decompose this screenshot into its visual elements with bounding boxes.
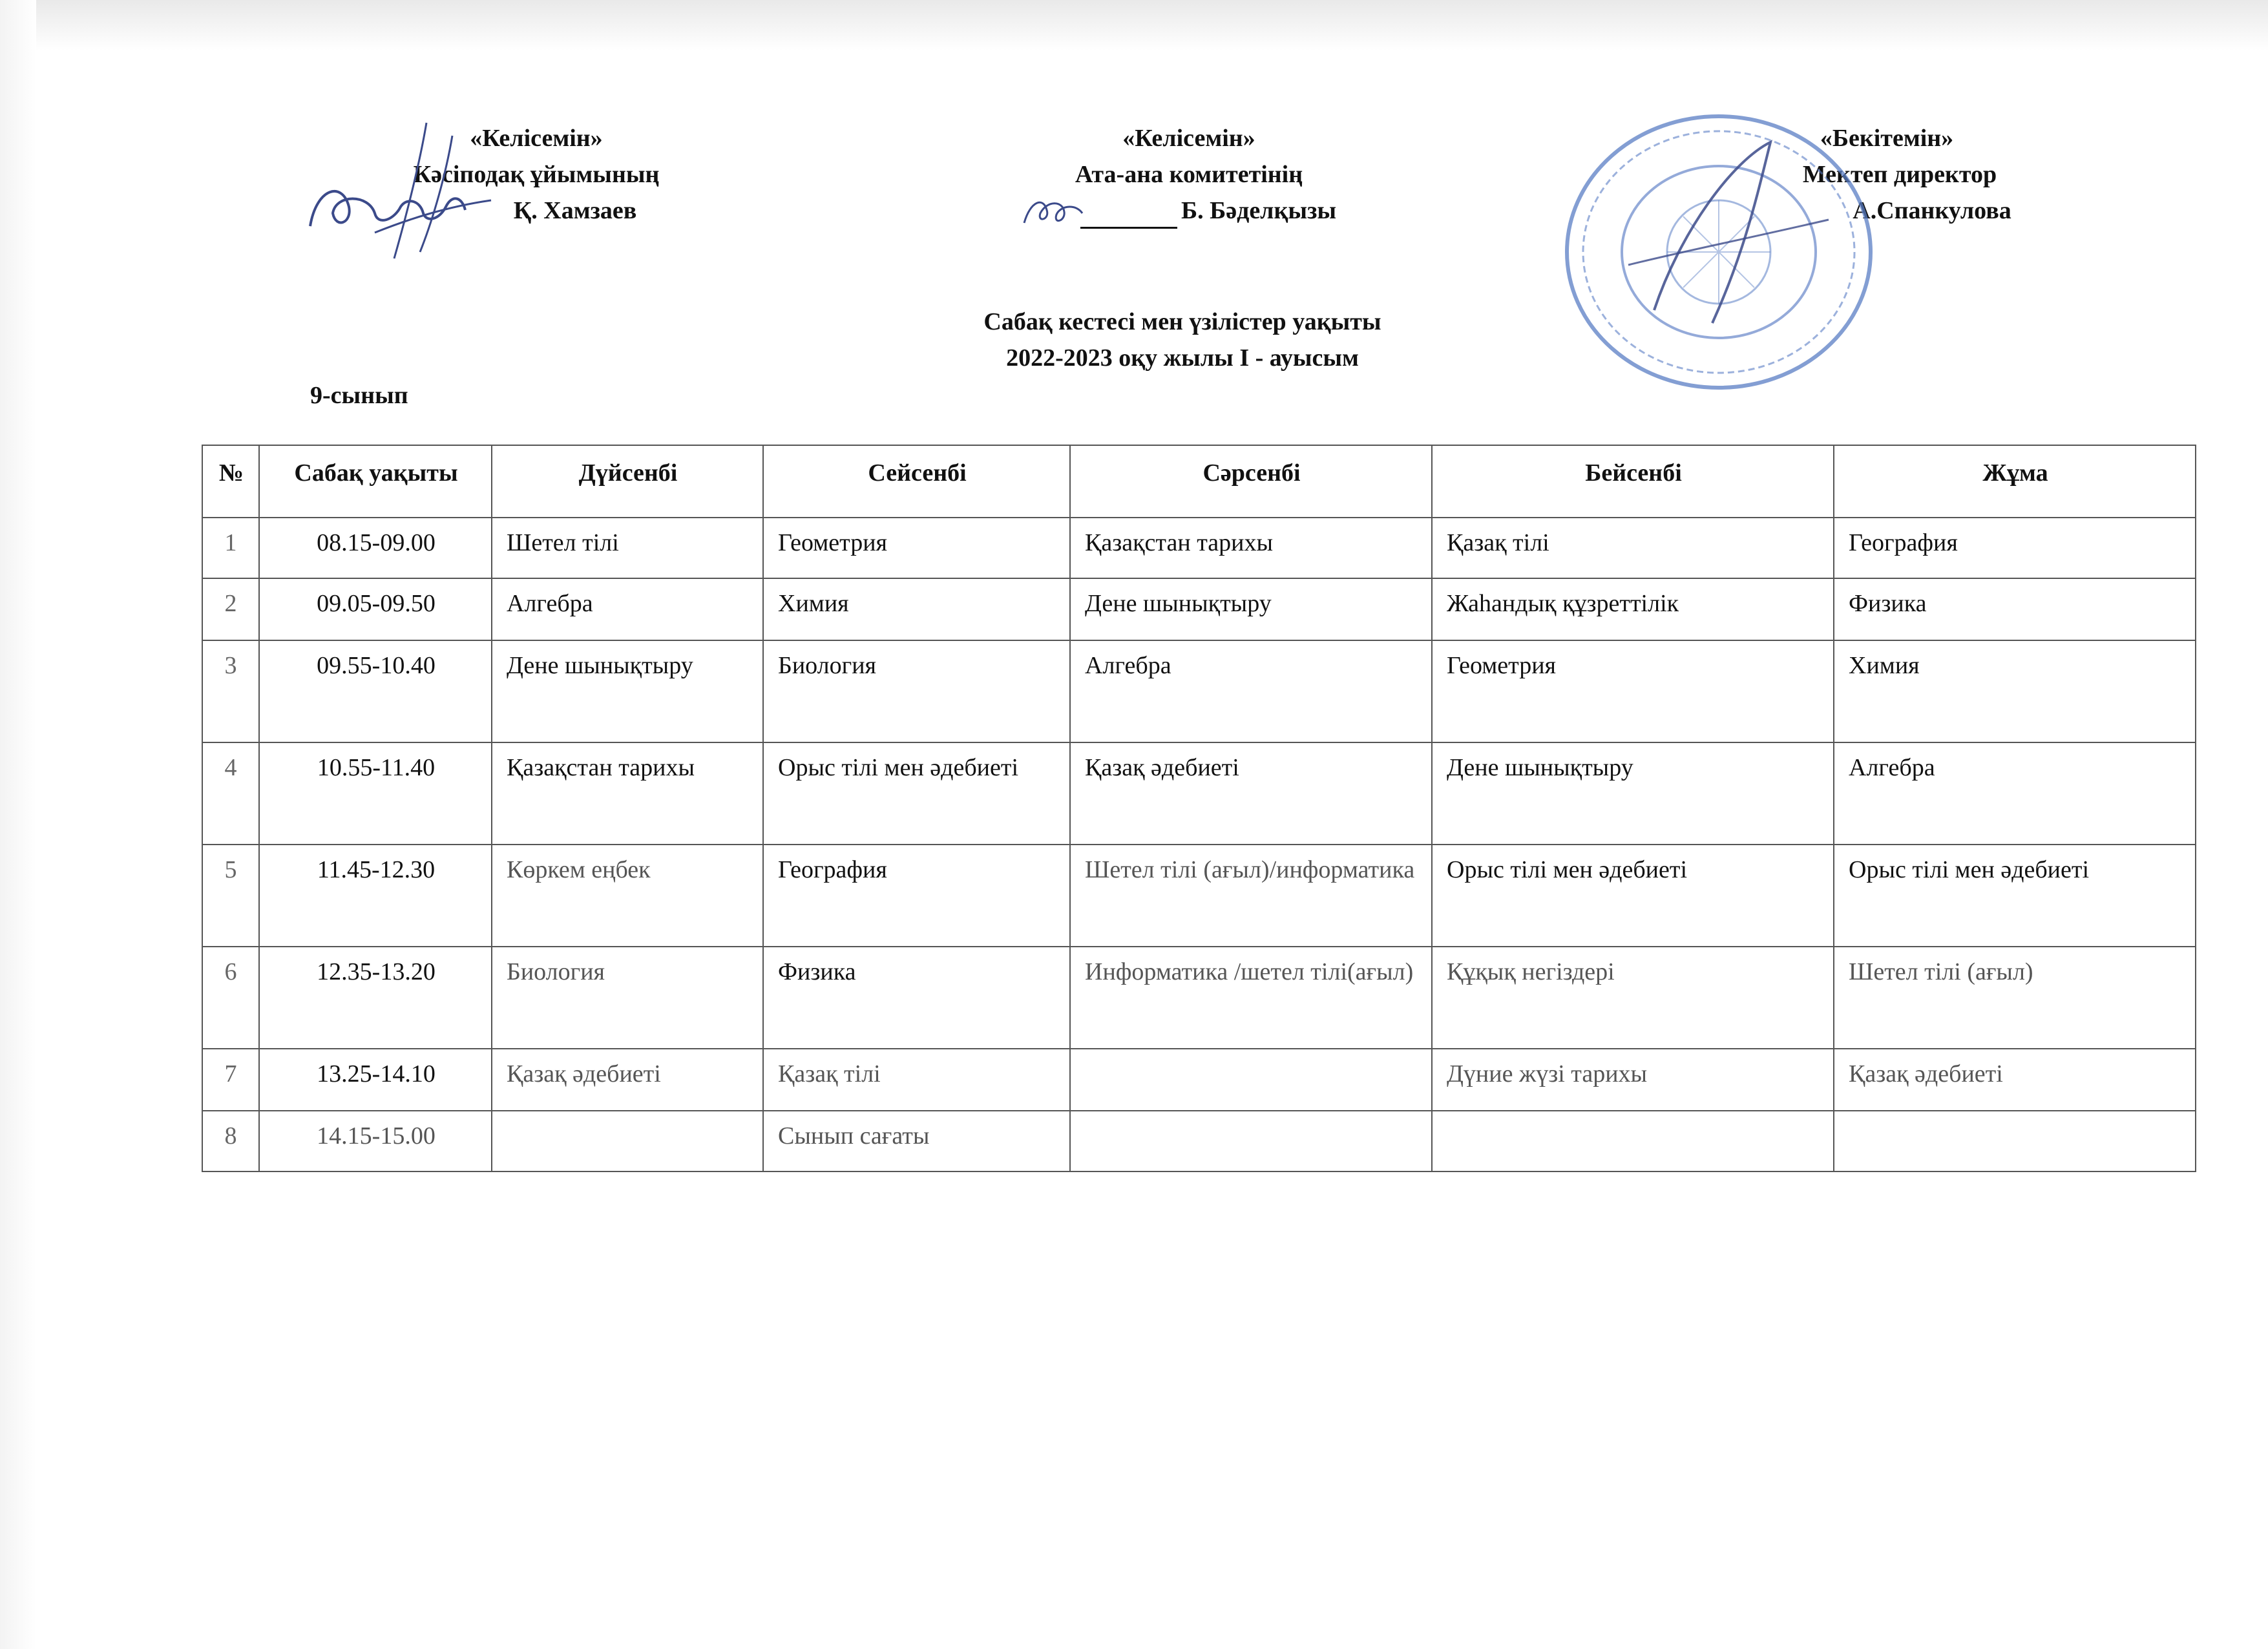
approval-role: Мектеп директор — [1802, 161, 1997, 188]
row-number: 8 — [202, 1111, 259, 1171]
lesson-time: 12.35-13.20 — [259, 947, 492, 1049]
cell-thursday: Геометрия — [1432, 640, 1834, 742]
cell-thursday: Дене шынықтыру — [1432, 742, 1834, 845]
cell-friday: Шетел тілі (ағыл) — [1834, 947, 2196, 1049]
lesson-time: 14.15-15.00 — [259, 1111, 492, 1171]
row-number: 2 — [202, 578, 259, 640]
cell-monday: Қазақ әдебиеті — [492, 1049, 763, 1111]
signature-left — [297, 110, 504, 265]
cell-friday: Химия — [1834, 640, 2196, 742]
cell-friday: География — [1834, 518, 2196, 578]
lesson-time: 10.55-11.40 — [259, 742, 492, 845]
approval-name: Б. Бәделқызы — [989, 193, 1389, 229]
table-row — [202, 1111, 2196, 1171]
scan-top-edge — [0, 0, 2268, 50]
signature-middle — [1018, 194, 1095, 233]
row-number: 1 — [202, 518, 259, 578]
cell-tuesday: Орыс тілі мен әдебиеті — [763, 742, 1070, 845]
approval-heading: «Келісемін» — [1122, 125, 1255, 152]
cell-wednesday: Қазақ әдебиеті — [1070, 742, 1432, 845]
cell-tuesday: Химия — [763, 578, 1070, 640]
table-row — [202, 1049, 2196, 1111]
approval-role: Ата-ана комитетінің — [1075, 161, 1303, 188]
table-row — [202, 742, 2196, 845]
cell-tuesday: Сынып сағаты — [763, 1111, 1070, 1171]
lesson-time: 11.45-12.30 — [259, 845, 492, 947]
row-number: 5 — [202, 845, 259, 947]
row-number: 3 — [202, 640, 259, 742]
cell-friday — [1834, 1111, 2196, 1171]
cell-monday: Биология — [492, 947, 763, 1049]
cell-monday: Дене шынықтыру — [492, 640, 763, 742]
lesson-time: 08.15-09.00 — [259, 518, 492, 578]
header-tuesday: Сейсенбі — [763, 445, 1070, 518]
cell-tuesday: Биология — [763, 640, 1070, 742]
title-line-2: 2022-2023 оқу жылы І - ауысым — [1006, 344, 1359, 372]
cell-thursday: Қазақ тілі — [1432, 518, 1834, 578]
row-number: 6 — [202, 947, 259, 1049]
approval-heading: «Бекітемін» — [1820, 125, 1954, 152]
table-row — [202, 640, 2196, 742]
cell-thursday — [1432, 1111, 1834, 1171]
cell-friday: Алгебра — [1834, 742, 2196, 845]
cell-tuesday: Физика — [763, 947, 1070, 1049]
cell-monday: Қазақстан тарихы — [492, 742, 763, 845]
header-lesson-time: Сабақ уақыты — [259, 445, 492, 518]
class-label: 9-сынып — [310, 382, 408, 409]
title-line-1: Сабақ кестесі мен үзілістер уақыты — [983, 308, 1381, 335]
cell-monday: Шетел тілі — [492, 518, 763, 578]
table-header-row — [202, 445, 2196, 518]
cell-thursday: Құқық негіздері — [1432, 947, 1834, 1049]
cell-wednesday — [1070, 1049, 1432, 1111]
approval-name: Қ. Хамзаев — [513, 197, 637, 224]
lesson-time: 13.25-14.10 — [259, 1049, 492, 1111]
cell-tuesday: География — [763, 845, 1070, 947]
header-thursday: Бейсенбі — [1432, 445, 1834, 518]
approval-role: Кәсіподақ ұйымының — [413, 161, 660, 188]
cell-monday: Көркем еңбек — [492, 845, 763, 947]
row-number: 7 — [202, 1049, 259, 1111]
lesson-time: 09.05-09.50 — [259, 578, 492, 640]
cell-wednesday: Информатика /шетел тілі(ағыл) — [1070, 947, 1432, 1049]
cell-tuesday: Қазақ тілі — [763, 1049, 1070, 1111]
cell-friday: Физика — [1834, 578, 2196, 640]
header-friday: Жұма — [1834, 445, 2196, 518]
cell-thursday: Орыс тілі мен әдебиеті — [1432, 845, 1834, 947]
cell-thursday: Жаһандық құзреттілік — [1432, 578, 1834, 640]
cell-wednesday — [1070, 1111, 1432, 1171]
cell-wednesday: Қазақстан тарихы — [1070, 518, 1432, 578]
cell-monday — [492, 1111, 763, 1171]
approval-name: А.Спанкулова — [1853, 197, 2011, 224]
header-number: № — [202, 445, 259, 518]
cell-wednesday: Шетел тілі (ағыл)/информатика — [1070, 845, 1432, 947]
table-row — [202, 578, 2196, 640]
cell-friday: Орыс тілі мен әдебиеті — [1834, 845, 2196, 947]
table-row — [202, 518, 2196, 578]
table-row — [202, 947, 2196, 1049]
cell-wednesday: Алгебра — [1070, 640, 1432, 742]
scan-left-edge — [0, 0, 36, 1649]
table-row — [202, 845, 2196, 947]
cell-wednesday: Дене шынықтыру — [1070, 578, 1432, 640]
document-title — [698, 304, 1667, 376]
header-monday: Дүйсенбі — [492, 445, 763, 518]
lesson-time: 09.55-10.40 — [259, 640, 492, 742]
row-number: 4 — [202, 742, 259, 845]
cell-tuesday: Геометрия — [763, 518, 1070, 578]
cell-friday: Қазақ әдебиеті — [1834, 1049, 2196, 1111]
cell-thursday: Дүние жүзі тарихы — [1432, 1049, 1834, 1111]
header-wednesday: Сәрсенбі — [1070, 445, 1432, 518]
approval-heading: «Келісемін» — [470, 125, 603, 152]
schedule-table — [202, 445, 2196, 1172]
cell-monday: Алгебра — [492, 578, 763, 640]
